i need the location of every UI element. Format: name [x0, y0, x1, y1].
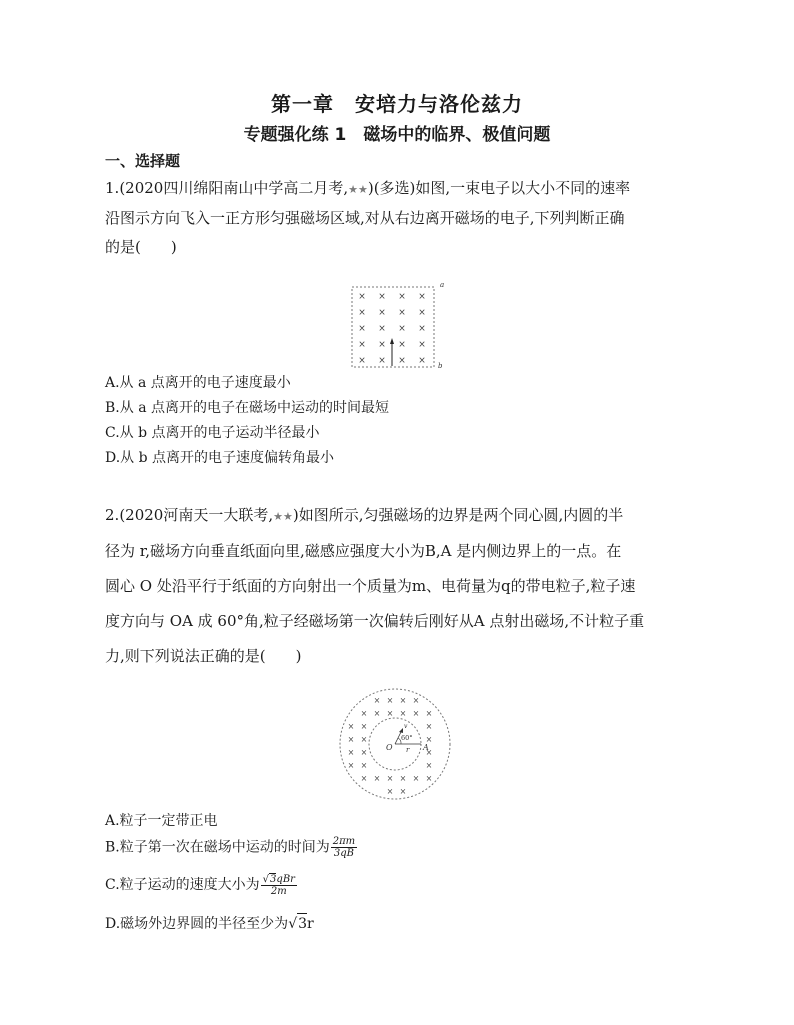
section-title: 一、选择题 — [105, 152, 181, 170]
q1-option-b: B.从 a 点离开的电子在磁场中运动的时间最短 — [105, 400, 389, 416]
numerator-rest: qBr — [276, 874, 295, 885]
velocity-label: v — [404, 723, 408, 730]
field-x-mark: × — [399, 774, 407, 783]
field-x-mark: × — [360, 774, 368, 783]
point-o-label: O — [386, 743, 393, 752]
q2-option-c — [105, 873, 297, 897]
field-x-mark: × — [398, 324, 406, 334]
point-a-label: A — [423, 743, 429, 752]
sqrt-radicand: 3 — [297, 913, 307, 934]
q2-line3: 圆心 O 处沿平行于纸面的方向射出一个质量为m、电荷量为q的带电粒子,粒子速 — [105, 577, 636, 595]
field-x-mark: × — [386, 709, 394, 718]
q1-line1 — [105, 174, 705, 204]
time-fraction — [331, 836, 357, 859]
q2-option-b — [105, 836, 357, 859]
field-x-mark: × — [360, 722, 368, 731]
field-x-mark: × — [360, 748, 368, 757]
q2-source: (2020河南天一大联考, — [119, 506, 274, 524]
field-x-mark: × — [378, 356, 386, 366]
field-x-mark: × — [425, 722, 433, 731]
field-x-mark: × — [360, 735, 368, 744]
question-1-text — [105, 174, 705, 262]
q2-line4: 度方向与 OA 成 60°角,粒子经磁场第一次偏转后刚好从A 点射出磁场,不计粒子重 — [105, 612, 645, 630]
q1-source: (2020四川绵阳南山中学高二月考, — [119, 179, 349, 197]
angle-label: 60° — [401, 734, 413, 742]
exercise-subtitle: 专题强化练 1 磁场中的临界、极值问题 — [243, 125, 551, 145]
q1-line2: 沿图示方向飞入一正方形匀强磁场区域,对从右边离开磁场的电子,下列判断正确 — [105, 209, 625, 227]
field-x-mark: × — [425, 735, 433, 744]
field-x-mark: × — [360, 761, 368, 770]
field-x-mark: × — [347, 761, 355, 770]
field-x-mark: × — [373, 774, 381, 783]
point-a-label: a — [440, 281, 445, 289]
sqrt-radicand: 3 — [270, 874, 277, 885]
question-2-text — [105, 498, 705, 674]
q2-option-a: A.粒子一定带正电 — [105, 813, 218, 829]
field-x-mark: × — [425, 774, 433, 783]
field-x-mark: × — [347, 748, 355, 757]
q1-line3: 的是( ) — [105, 238, 177, 256]
radius-unit: r — [307, 916, 314, 932]
field-x-mark: × — [425, 709, 433, 718]
field-x-mark: × — [386, 774, 394, 783]
field-x-mark: × — [418, 308, 426, 318]
difficulty-stars-icon: ★★ — [348, 183, 368, 196]
field-x-mark: × — [412, 774, 420, 783]
q1-line1-rest: )(多选)如图,一束电子以大小不同的速率 — [367, 179, 631, 197]
field-x-mark: × — [373, 709, 381, 718]
q2-option-b-text: B.粒子第一次在磁场中运动的时间为 — [105, 839, 330, 856]
q2-line1 — [105, 498, 705, 534]
field-x-mark: × — [399, 787, 407, 796]
field-x-mark: × — [378, 308, 386, 318]
field-x-mark: × — [399, 709, 407, 718]
field-x-mark: × — [360, 709, 368, 718]
field-x-mark: × — [399, 696, 407, 705]
q2-number: 2. — [105, 506, 120, 524]
fraction-numerator: 2πm — [332, 836, 356, 847]
q2-option-c-text: C.粒子运动的速度大小为 — [105, 877, 260, 893]
field-x-mark: × — [412, 696, 420, 705]
sqrt-sign-icon: √ — [288, 916, 298, 932]
field-x-mark: × — [358, 292, 366, 302]
q2-option-d — [105, 913, 314, 934]
fraction-denominator: 2m — [270, 886, 287, 897]
field-x-mark: × — [398, 356, 406, 366]
difficulty-stars-icon: ★★ — [273, 510, 293, 523]
field-x-mark: × — [412, 709, 420, 718]
field-x-mark: × — [378, 292, 386, 302]
q1-number: 1. — [105, 179, 120, 197]
q2-option-d-text: D.磁场外边界圆的半径至少为 — [105, 916, 289, 932]
fraction-denominator: 3qB — [333, 848, 355, 859]
field-x-mark: × — [398, 340, 406, 350]
field-x-mark: × — [398, 292, 406, 302]
chapter-title: 第一章 安培力与洛伦兹力 — [271, 92, 523, 116]
field-x-mark: × — [425, 761, 433, 770]
field-x-mark: × — [418, 340, 426, 350]
speed-fraction — [261, 873, 297, 897]
field-x-mark: × — [358, 308, 366, 318]
arrow-head-icon — [399, 728, 403, 733]
field-x-mark: × — [358, 324, 366, 334]
field-x-mark: × — [347, 735, 355, 744]
arrow-head-icon — [390, 338, 394, 344]
field-x-mark: × — [373, 696, 381, 705]
concentric-field-figure — [337, 686, 453, 802]
field-x-mark: × — [386, 696, 394, 705]
field-x-mark: × — [347, 722, 355, 731]
field-x-mark: × — [378, 340, 386, 350]
field-x-mark: × — [398, 308, 406, 318]
field-x-mark: × — [418, 356, 426, 366]
q2-line1-rest: )如图所示,匀强磁场的边界是两个同心圆,内圆的半 — [292, 506, 624, 524]
point-b-label: b — [438, 362, 443, 370]
field-x-mark: × — [425, 748, 433, 757]
q1-option-a: A.从 a 点离开的电子速度最小 — [105, 375, 291, 391]
field-x-mark: × — [358, 340, 366, 350]
q2-line2: 径为 r,磁场方向垂直纸面向里,磁感应强度大小为B,A 是内侧边界上的一点。在 — [105, 542, 622, 560]
q1-option-c: C.从 b 点离开的电子运动半径最小 — [105, 425, 320, 441]
fraction-numerator: √3qBr — [262, 874, 295, 885]
field-x-mark: × — [378, 324, 386, 334]
square-field-figure — [340, 278, 460, 373]
field-x-mark: × — [418, 324, 426, 334]
radius-label: r — [406, 746, 410, 754]
q2-line5: 力,则下列说法正确的是( ) — [105, 647, 302, 665]
q1-option-d: D.从 b 点离开的电子速度偏转角最小 — [105, 450, 335, 466]
field-x-mark: × — [418, 292, 426, 302]
field-x-mark: × — [358, 356, 366, 366]
field-x-mark: × — [386, 787, 394, 796]
